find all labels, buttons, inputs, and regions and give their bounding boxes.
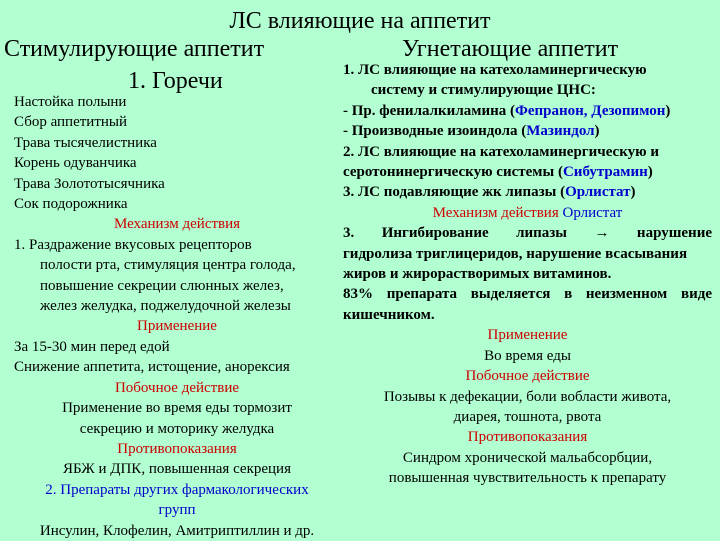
other-groups-heading: 2. Препараты других фармакологических xyxy=(45,481,309,498)
mechanism-label: Механизм действия xyxy=(113,216,241,233)
side-effect-line: Применение во время еды тормозит xyxy=(62,400,292,417)
application-text: Во время еды xyxy=(484,347,571,364)
mechanism-line: 1. Раздражение вкусовых рецепторов xyxy=(14,236,252,253)
group2-line: 2. ЛС влияющие на катехоламинергическую и xyxy=(343,143,660,160)
side-effect-line: секрецию и моторику желудка xyxy=(79,420,275,437)
mechanism-label: Механизм действия Орлистат xyxy=(432,204,623,221)
bitter-item: Настойка полыни xyxy=(14,94,127,110)
mechanism-line: кишечником. xyxy=(343,306,435,323)
other-groups-heading: групп xyxy=(158,502,196,519)
drug-name: Орлистат xyxy=(562,204,623,221)
mechanism-line: жиров и жирорастворимых витаминов. xyxy=(343,266,612,283)
other-groups-examples: Инсулин, Клофелин, Амитриптиллин и др. xyxy=(39,522,315,539)
contraindications-label: Противопоказания xyxy=(117,440,237,457)
application-label: Применение xyxy=(487,327,568,344)
drug-name: Орлистат xyxy=(565,184,631,201)
bitter-item: Сок подорожника xyxy=(14,196,128,213)
mechanism-line: 83% препарата выделяется в неизменном виде xyxy=(343,286,712,303)
contraindications-line: Синдром хронической мальабсорбции, xyxy=(402,449,653,466)
bitter-item: Сбор аппетитный xyxy=(14,114,128,131)
mechanism-line: гидролиза триглицеридов, нарушение всасывания xyxy=(343,245,688,262)
application-line: За 15-30 мин перед едой xyxy=(14,338,170,355)
application-line: Снижение аппетита, истощение, анорексия xyxy=(14,359,290,376)
drug-name: Мазиндол xyxy=(526,123,595,140)
bitter-item: Трава тысячелистника xyxy=(14,134,157,151)
mechanism-line: повышение секреции слюнных желез, xyxy=(40,277,284,294)
bitter-item: Трава Золототысячника xyxy=(14,175,165,192)
isoindole-line: - Производные изоиндола (Мазиндол) xyxy=(343,123,600,140)
stimulating-column xyxy=(14,92,340,541)
group1-line: 1. ЛС влияющие на катехоламинергическую xyxy=(343,62,647,78)
group3-line: 3. ЛС подавляющие жк липазы (Орлистат) xyxy=(343,184,636,201)
suppressing-heading: Угнетающие аппетит xyxy=(402,36,619,62)
application-label: Применение xyxy=(137,318,217,335)
side-effect-label: Побочное действие xyxy=(114,379,240,396)
stimulating-heading: Стимулирующие аппетит xyxy=(4,36,265,62)
group2-line: серотонинергическую системы (Сибутрамин) xyxy=(343,164,653,181)
mechanism-line: желез желудка, поджелудочной железы xyxy=(40,298,291,315)
mechanism-line: 3. Ингибирование липазы → нарушение xyxy=(343,225,712,242)
side-effect-line: диарея, тошнота, рвота xyxy=(453,408,602,425)
drug-name: Фепранон, Дезопимон xyxy=(515,102,666,119)
side-effect-line: Позывы к дефекации, боли вобласти живота, xyxy=(383,388,672,405)
bitters-subheading: 1. Горечи xyxy=(128,68,223,94)
suppressing-column xyxy=(343,60,712,489)
contraindications-label: Противопоказания xyxy=(467,429,588,446)
side-effect-label: Побочное действие xyxy=(465,368,590,385)
group1-line: систему и стимулирующие ЦНС: xyxy=(371,82,596,99)
slide-title: ЛС влияющие на аппетит xyxy=(229,8,491,34)
drug-name: Сибутрамин xyxy=(562,164,648,181)
bitter-item: Корень одуванчика xyxy=(14,155,137,172)
mechanism-line: полости рта, стимуляция центра голода, xyxy=(40,257,296,274)
contraindications-line: повышенная чувствительность к препарату xyxy=(388,470,667,487)
contraindications-text: ЯБЖ и ДПК, повышенная секреция xyxy=(63,461,291,478)
phenylalkylamine-line: - Пр. фенилалкиламина (Фепранон, Дезопимон) xyxy=(343,102,671,119)
